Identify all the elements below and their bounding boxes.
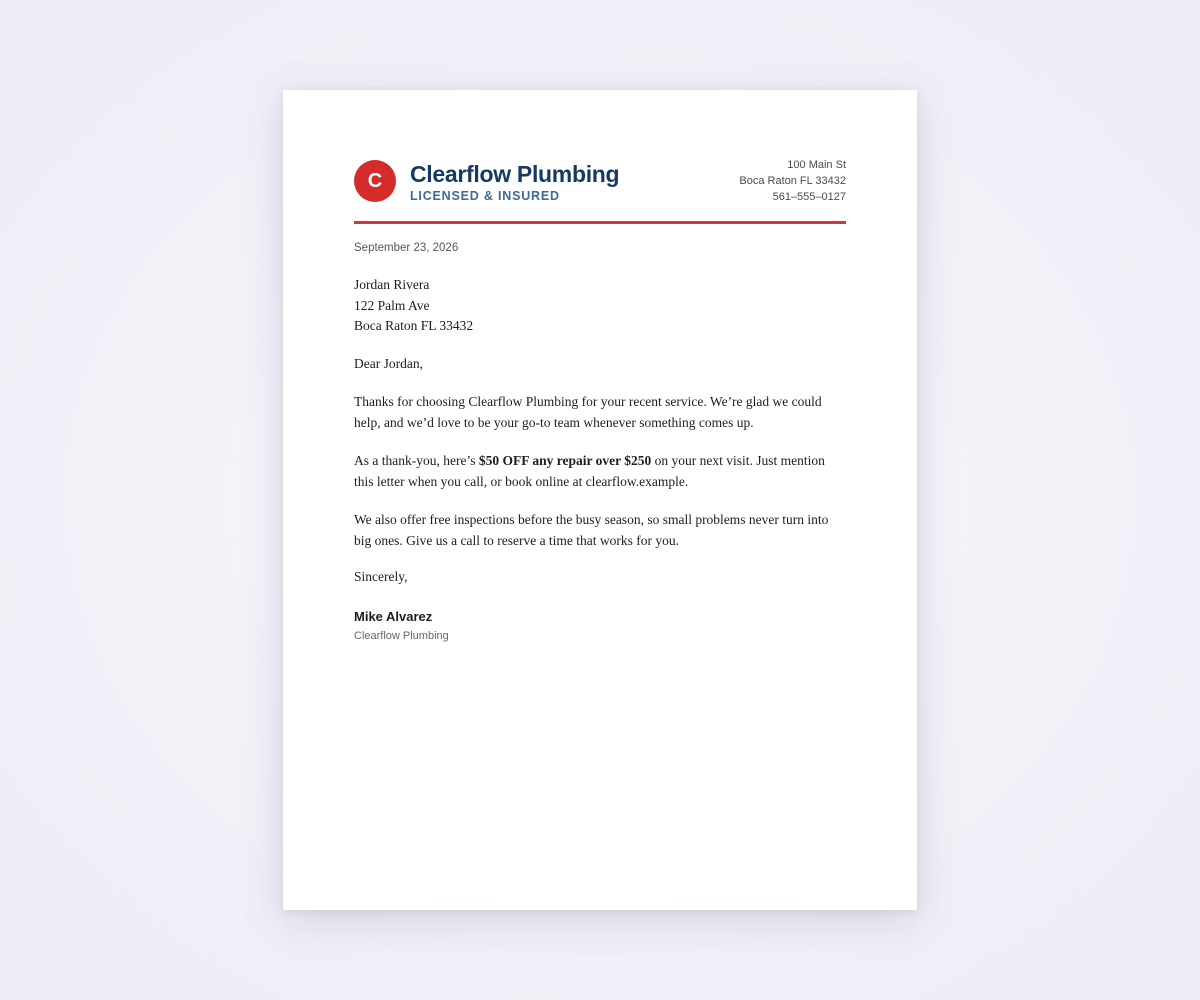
recipient-city: Boca Raton FL 33432 — [354, 318, 474, 333]
letter-page — [283, 90, 917, 910]
company-address-line1: 100 Main St — [787, 159, 846, 171]
letter-date: September 23, 2026 — [354, 242, 459, 254]
letterhead — [354, 160, 846, 224]
signer-company: Clearflow Plumbing — [354, 630, 449, 642]
offer-intro-text: As a thank-you, here’s — [354, 453, 479, 468]
closing: Sincerely, — [354, 569, 408, 584]
recipient-street: 122 Palm Ave — [354, 297, 430, 313]
recipient-address — [354, 275, 846, 337]
company-name: Clearflow Plumbing — [410, 161, 620, 187]
brand-block — [410, 160, 619, 204]
offer-highlight: $50 OFF any repair over $250 — [478, 453, 652, 468]
company-address-line2: Boca Raton FL 33432 — [739, 175, 846, 187]
salutation: Dear Jordan, — [354, 355, 423, 371]
body-paragraph-2 — [354, 450, 846, 492]
company-tagline: LICENSED & INSURED — [410, 189, 560, 203]
company-phone: 561–555–0127 — [772, 191, 846, 203]
recipient-name: Jordan Rivera — [354, 277, 430, 292]
company-logo-icon: C — [354, 160, 396, 202]
body-paragraph-1: Thanks for choosing Clearflow Plumbing for your recent service. We’re glad we could help, and we’d love to be your go-to team whenever something comes up. — [354, 394, 822, 430]
offer-details-text: on your next visit. Just mention this letter when you call, or book online at clearflow.example. — [354, 453, 825, 489]
company-contact — [739, 157, 846, 205]
letter-content — [354, 160, 846, 643]
signer-name: Mike Alvarez — [354, 609, 433, 624]
body-paragraph-3: We also offer free inspections before the busy season, so small problems never turn into big ones. Give us a call to reserve a time that works for you. — [354, 512, 829, 548]
